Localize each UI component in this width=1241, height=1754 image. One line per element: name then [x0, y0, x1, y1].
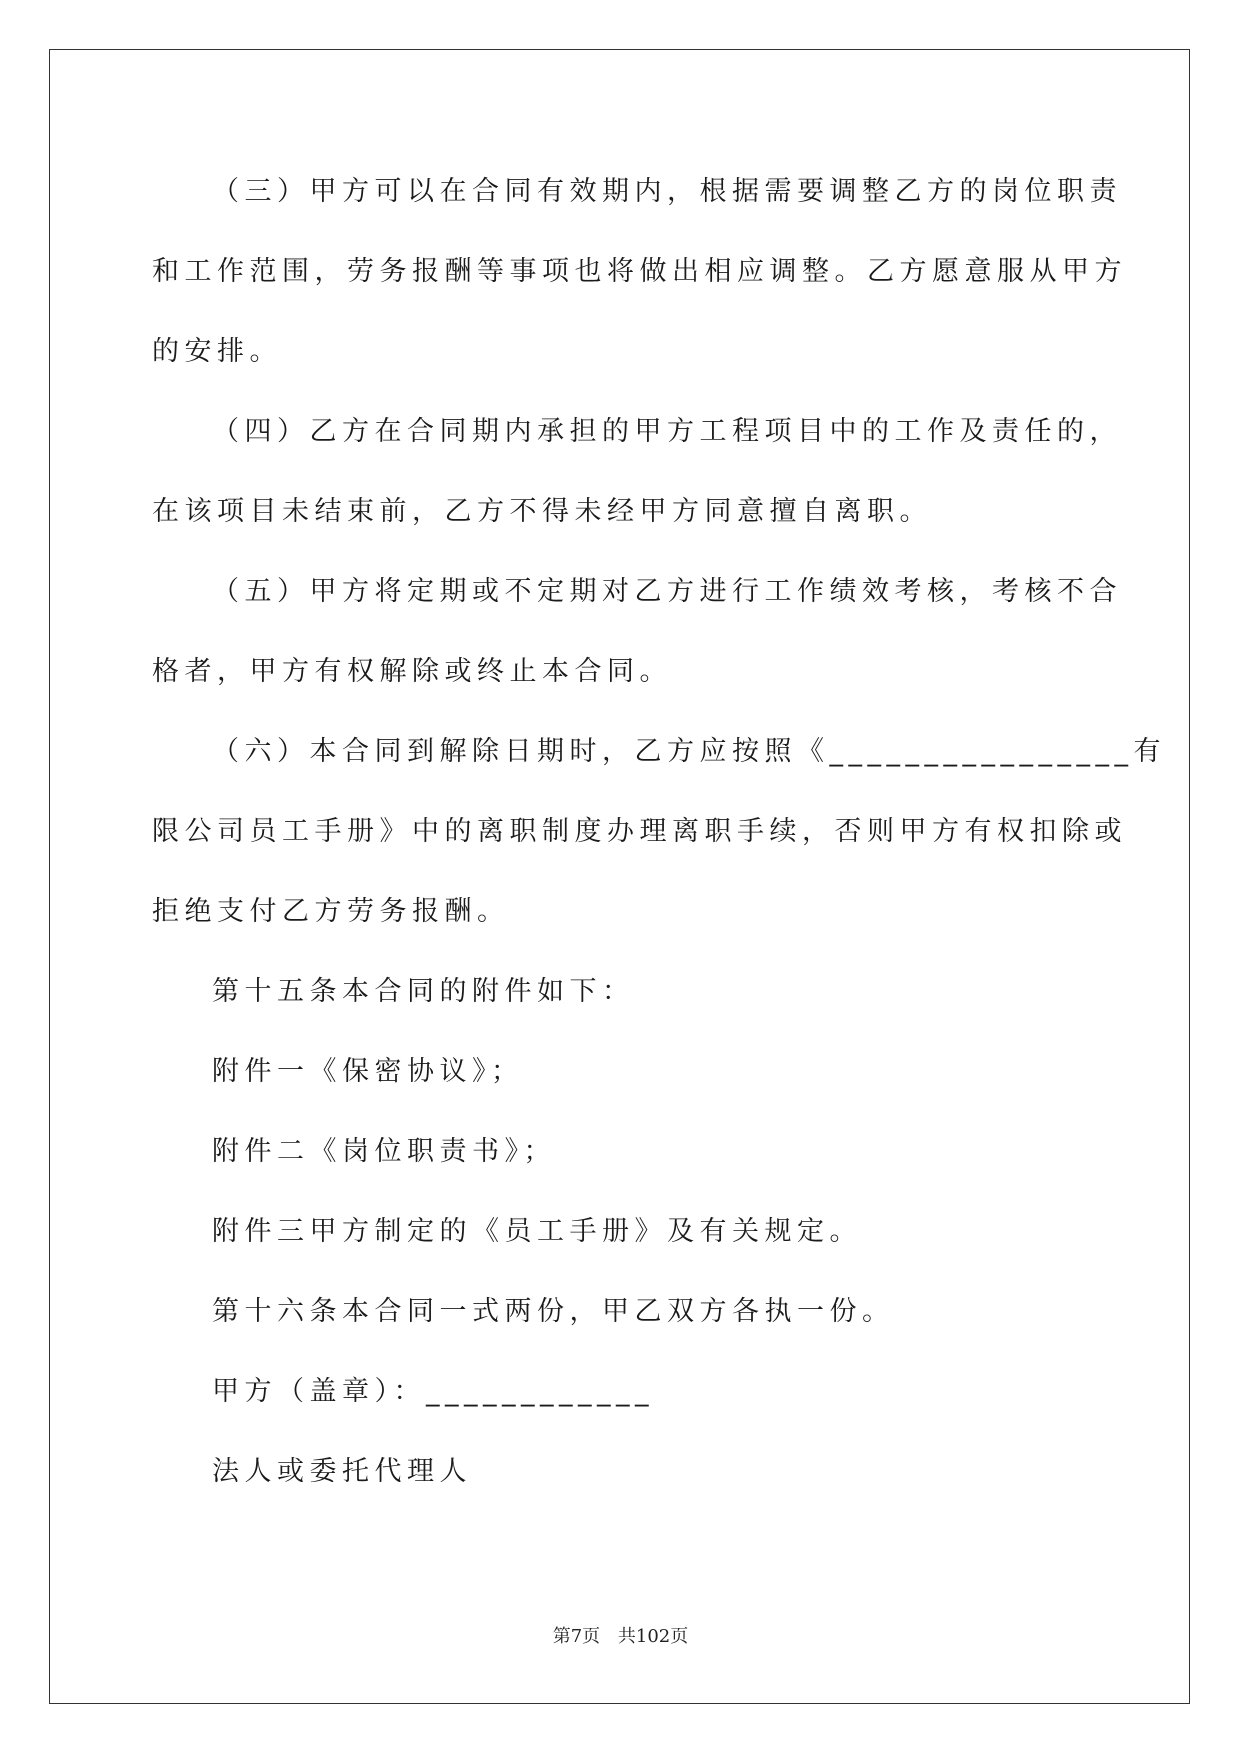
- paragraph-line: （五）甲方将定期或不定期对乙方进行工作绩效考核，考核不合: [212, 576, 1122, 607]
- page-total: 共102页: [617, 1626, 689, 1647]
- paragraph-line: （三）甲方可以在合同有效期内，根据需要调整乙方的岗位职责: [212, 176, 1122, 207]
- paragraph-line: 拒绝支付乙方劳务报酬。: [152, 896, 510, 927]
- paragraph-line: （四）乙方在合同期内承担的甲方工程项目中的工作及责任的，: [212, 416, 1122, 447]
- paragraph-line: 的安排。: [152, 336, 282, 367]
- page-footer: [0, 1622, 1241, 1648]
- paragraph-line: 限公司员工手册》中的离职制度办理离职手续，否则甲方有权扣除或: [152, 816, 1127, 847]
- paragraph-line: 和工作范围，劳务报酬等事项也将做出相应调整。乙方愿意服从甲方: [152, 256, 1127, 287]
- page-number: 第7页: [552, 1626, 601, 1647]
- article-16: 第十六条本合同一式两份，甲乙双方各执一份。: [212, 1296, 895, 1327]
- attachment-3: 附件三甲方制定的《员工手册》及有关规定。: [212, 1216, 862, 1247]
- paragraph-line: 在该项目未结束前，乙方不得未经甲方同意擅自离职。: [152, 496, 932, 527]
- attachment-1: 附件一《保密协议》；: [212, 1056, 524, 1087]
- legal-representative-line: 法人或委托代理人: [212, 1456, 472, 1487]
- paragraph-line: （六）本合同到解除日期时，乙方应按照《________________有: [212, 736, 1166, 767]
- article-15-heading: 第十五条本合同的附件如下：: [212, 976, 635, 1007]
- party-a-seal-line: 甲方（盖章）：____________: [212, 1376, 654, 1407]
- paragraph-line: 格者，甲方有权解除或终止本合同。: [152, 656, 672, 687]
- attachment-2: 附件二《岗位职责书》；: [212, 1136, 556, 1167]
